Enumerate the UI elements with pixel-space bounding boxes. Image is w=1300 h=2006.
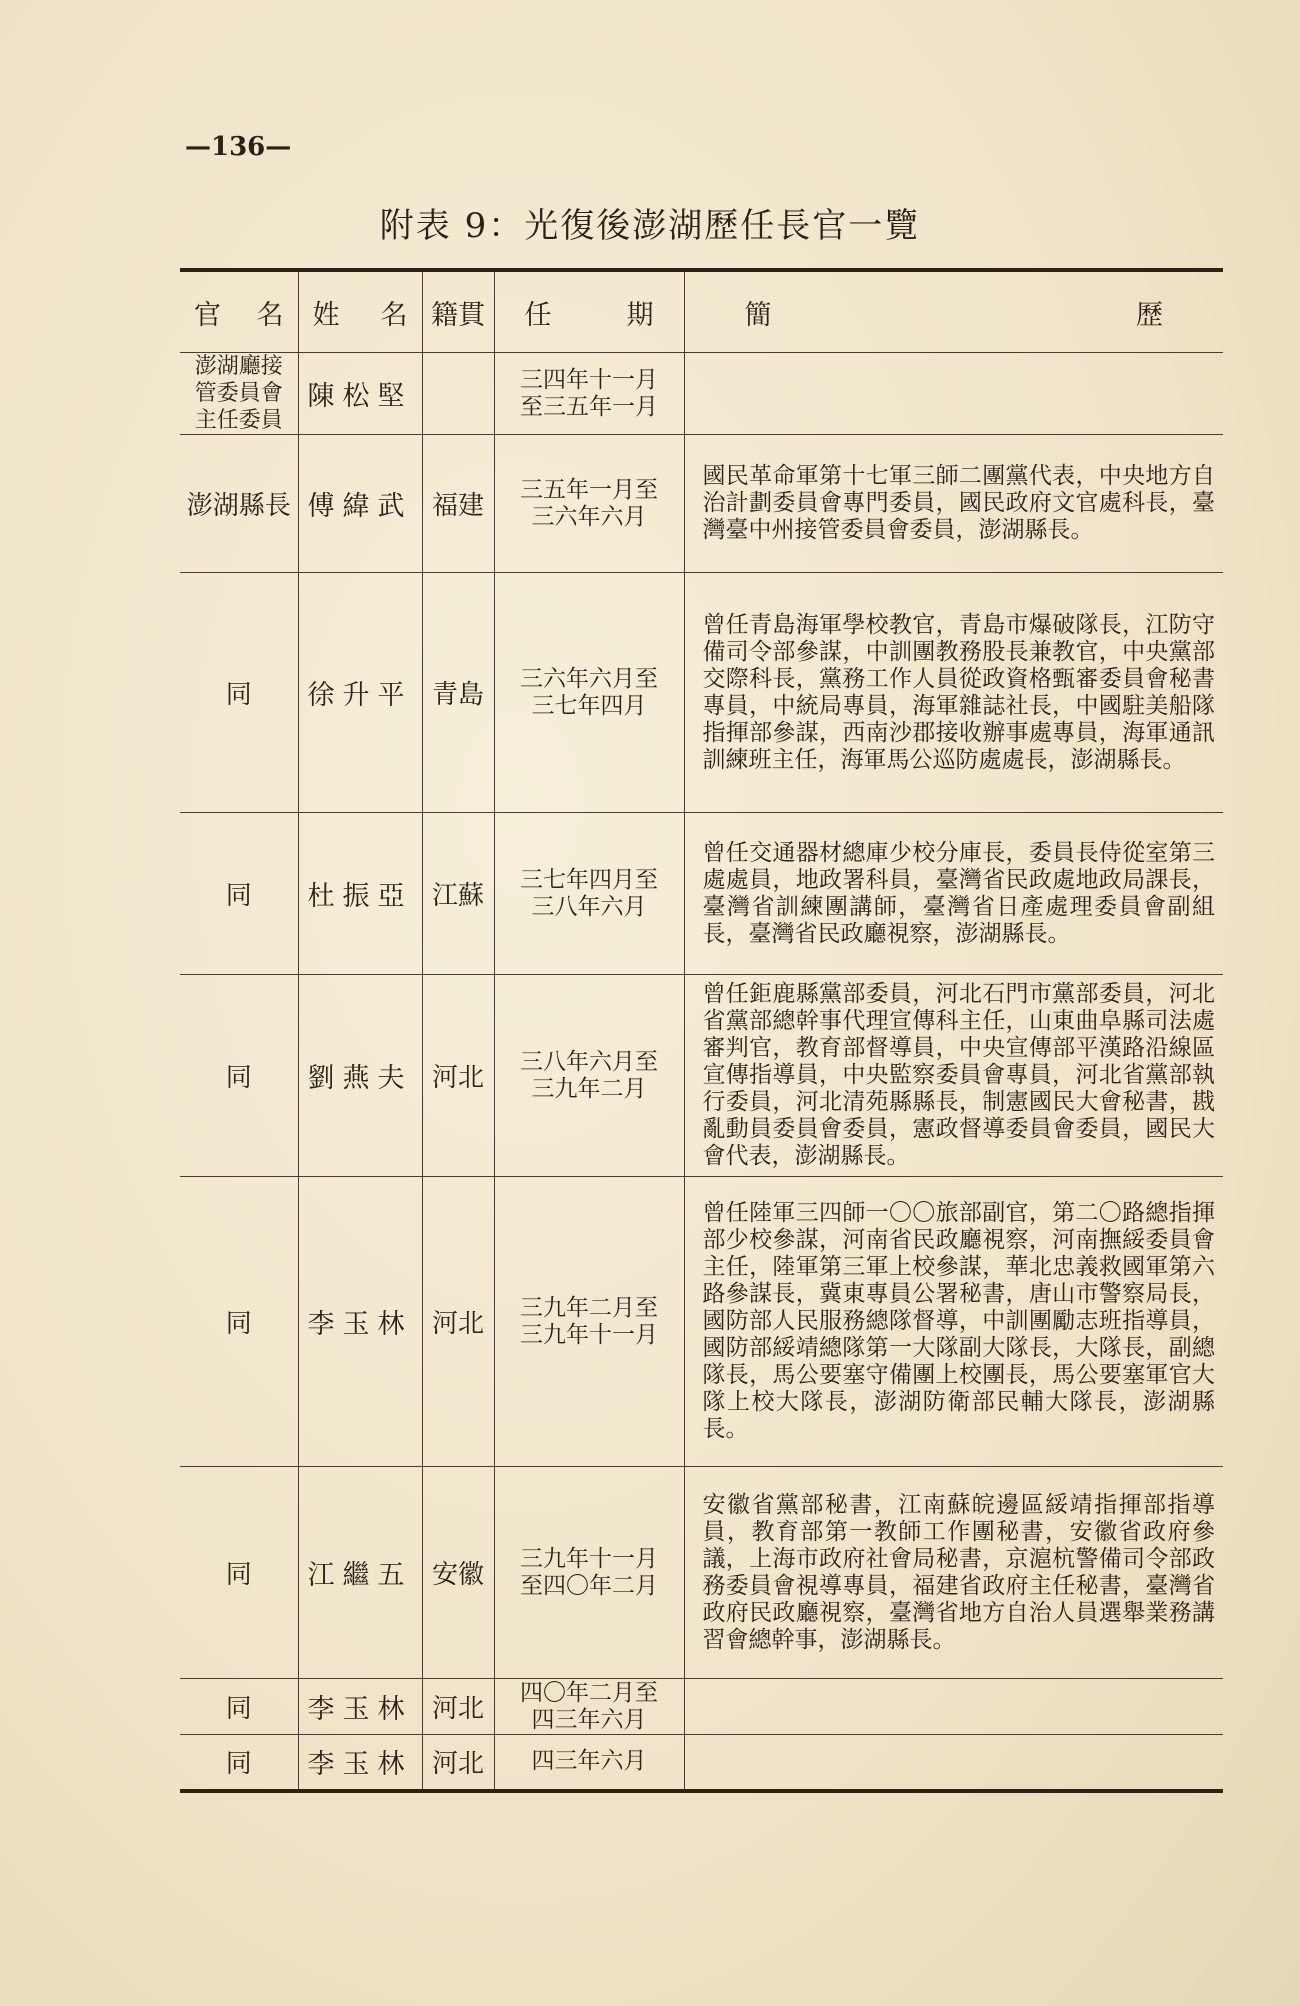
cell-office: 同	[180, 1177, 298, 1467]
cell-name: 李玉林	[298, 1177, 422, 1467]
cell-term: 三九年二月至三九年十一月	[494, 1177, 684, 1467]
table-row	[180, 353, 1223, 435]
cell-office: 澎湖廳接管委員會主任委員	[180, 353, 298, 435]
cell-office: 同	[180, 1467, 298, 1679]
cell-bio: 曾任陸軍三四師一〇〇旅部副官，第二〇路總指揮部少校參謀，河南省民政廳視察，河南撫綏委員會主任，陸軍第三軍上校參謀，華北忠義救國軍第六路參謀長，冀東專員公署秘書，唐山市警察局長，國防部人民服務總隊督導，中訓團勵志班指導員，國防部綏靖總隊第一大隊副大隊長，大隊長，副總隊長，馬公要塞守備團上校團長，馬公要塞軍官大隊上校大隊長，澎湖防衛部民輔大隊長，澎湖縣長。	[684, 1177, 1223, 1467]
cell-bio	[684, 1679, 1223, 1735]
cell-bio: 國民革命軍第十七軍三師二團黨代表，中央地方自治計劃委員會專門委員，國民政府文官處科長，臺灣臺中州接管委員會委員，澎湖縣長。	[684, 435, 1223, 573]
header-row	[180, 270, 1223, 353]
cell-term: 四三年六月	[494, 1735, 684, 1791]
cell-name: 徐升平	[298, 573, 422, 813]
table-body	[180, 353, 1223, 1791]
cell-origin: 河北	[422, 975, 494, 1177]
table-row	[180, 1679, 1223, 1735]
table-title: 附表 9：光復後澎湖歷任長官一覽	[379, 206, 921, 246]
cell-office: 同	[180, 813, 298, 975]
cell-term: 三七年四月至三八年六月	[494, 813, 684, 975]
table-row	[180, 573, 1223, 813]
page-number: —136—	[185, 132, 292, 162]
header-name: 姓 名	[298, 270, 422, 353]
cell-name: 李玉林	[298, 1735, 422, 1791]
cell-bio	[684, 353, 1223, 435]
officials-table	[180, 268, 1223, 1793]
cell-office: 同	[180, 573, 298, 813]
cell-origin: 江蘇	[422, 813, 494, 975]
cell-name: 傅緯武	[298, 435, 422, 573]
cell-name: 陳松堅	[298, 353, 422, 435]
cell-bio: 安徽省黨部秘書，江南蘇皖邊區綏靖指揮部指導員，教育部第一教師工作團秘書，安徽省政府參議，上海市政府社會局秘書，京滬杭警備司令部政務委員會視導專員，福建省政府主任秘書，臺灣省政府民政廳視察，臺灣省地方自治人員選舉業務講習會總幹事，澎湖縣長。	[684, 1467, 1223, 1679]
table-row	[180, 975, 1223, 1177]
header-term: 任 期	[494, 270, 684, 353]
cell-name: 劉燕夫	[298, 975, 422, 1177]
cell-term: 三八年六月至三九年二月	[494, 975, 684, 1177]
table-row	[180, 1177, 1223, 1467]
cell-bio	[684, 1735, 1223, 1791]
cell-origin: 青島	[422, 573, 494, 813]
cell-bio: 曾任交通器材總庫少校分庫長，委員長侍從室第三處處員，地政署科員，臺灣省民政處地政局課長，臺灣省訓練團講師，臺灣省日產處理委員會副組長，臺灣省民政廳視察，澎湖縣長。	[684, 813, 1223, 975]
table-row	[180, 813, 1223, 975]
header-origin: 籍貫	[422, 270, 494, 353]
cell-origin: 安徽	[422, 1467, 494, 1679]
cell-term: 三四年十一月至三五年一月	[494, 353, 684, 435]
cell-origin	[422, 353, 494, 435]
cell-origin: 河北	[422, 1735, 494, 1791]
table-row	[180, 1735, 1223, 1791]
cell-term: 三六年六月至三七年四月	[494, 573, 684, 813]
header-office: 官 名	[180, 270, 298, 353]
table-row	[180, 435, 1223, 573]
cell-office: 澎湖縣長	[180, 435, 298, 573]
cell-office: 同	[180, 1735, 298, 1791]
cell-name: 杜振亞	[298, 813, 422, 975]
cell-term: 四〇年二月至四三年六月	[494, 1679, 684, 1735]
cell-bio: 曾任鉅鹿縣黨部委員，河北石門市黨部委員，河北省黨部總幹事代理宣傳科主任，山東曲阜縣司法處審判官，教育部督導員，中央宣傳部平漢路沿線區宣傳指導員，中央監察委員會專員，河北省黨部執行委員，河北清苑縣縣長，制憲國民大會秘書，戡亂動員委員會委員，憲政督導委員會委員，國民大會代表，澎湖縣長。	[684, 975, 1223, 1177]
cell-origin: 河北	[422, 1177, 494, 1467]
cell-name: 江繼五	[298, 1467, 422, 1679]
cell-origin: 福建	[422, 435, 494, 573]
cell-term: 三五年一月至三六年六月	[494, 435, 684, 573]
cell-name: 李玉林	[298, 1679, 422, 1735]
table-row	[180, 1467, 1223, 1679]
cell-office: 同	[180, 1679, 298, 1735]
cell-origin: 河北	[422, 1679, 494, 1735]
cell-bio: 曾任青島海軍學校教官，青島市爆破隊長，江防守備司令部參謀，中訓團教務股長兼教官，中央黨部交際科長，黨務工作人員從政資格甄審委員會秘書專員，中統局專員，海軍雜誌社長，中國駐美船隊指揮部參謀，西南沙郡接收辦事處專員，海軍通訊訓練班主任，海軍馬公巡防處處長，澎湖縣長。	[684, 573, 1223, 813]
header-bio: 簡 歷	[684, 270, 1223, 353]
cell-term: 三九年十一月至四〇年二月	[494, 1467, 684, 1679]
cell-office: 同	[180, 975, 298, 1177]
